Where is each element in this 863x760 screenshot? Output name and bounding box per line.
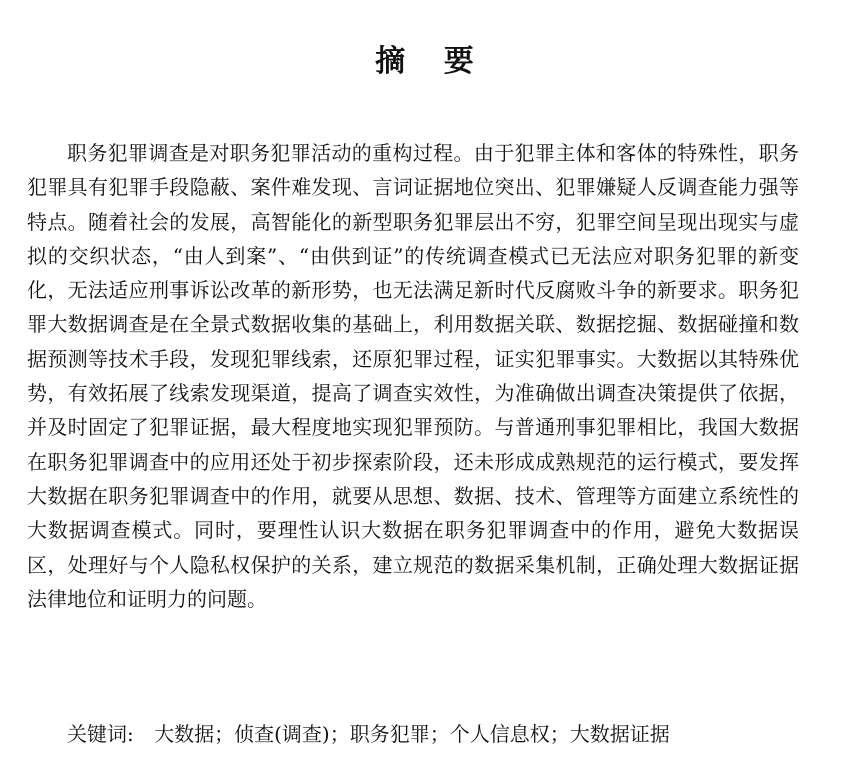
keywords-label: 关键词: bbox=[67, 722, 134, 746]
page-title: 摘 要 bbox=[375, 44, 488, 80]
keywords-line bbox=[67, 717, 670, 751]
abstract-body: 职务犯罪调查是对职务犯罪活动的重构过程。由于犯罪主体和客体的特殊性，职务犯罪具有犯罪手段隐蔽、案件难发现、言词证据地位突出、犯罪嫌疑人反调查能力强等特点。随着社会的发展，高智能化的新型职务犯罪层出不穷，犯罪空间呈现出现实与虚拟的交织状态，“由人到案”、“由供到证”的传统调查模式已无法应对职务犯罪的新变化，无法适应刑事诉讼改革的新形势，也无法满足新时代反腐败斗争的新要求。职务犯罪大数据调查是在全景式数据收集的基础上，利用数据关联、数据挖掘、数据碰撞和数据预测等技术手段，发现犯罪线索，还原犯罪过程，证实犯罪事实。大数据以其特殊优势，有效拓展了线索发现渠道，提高了调查实效性，为准确做出调查决策提供了依据，并及时固定了犯罪证据，最大程度地实现犯罪预防。与普通刑事犯罪相比，我国大数据在职务犯罪调查中的应用还处于初步探索阶段，还未形成成熟规范的运行模式，要发挥大数据在职务犯罪调查中的作用，就要从思想、数据、技术、管理等方面建立系统性的大数据调查模式。同时，要理性认识大数据在职务犯罪调查中的作用，避免大数据误区，处理好与个人隐私权保护的关系，建立规范的数据采集机制，正确处理大数据证据法律地位和证明力的问题。 bbox=[27, 141, 799, 611]
keywords-list: 大数据；侦查(调查)；职务犯罪；个人信息权；大数据证据 bbox=[154, 722, 670, 746]
